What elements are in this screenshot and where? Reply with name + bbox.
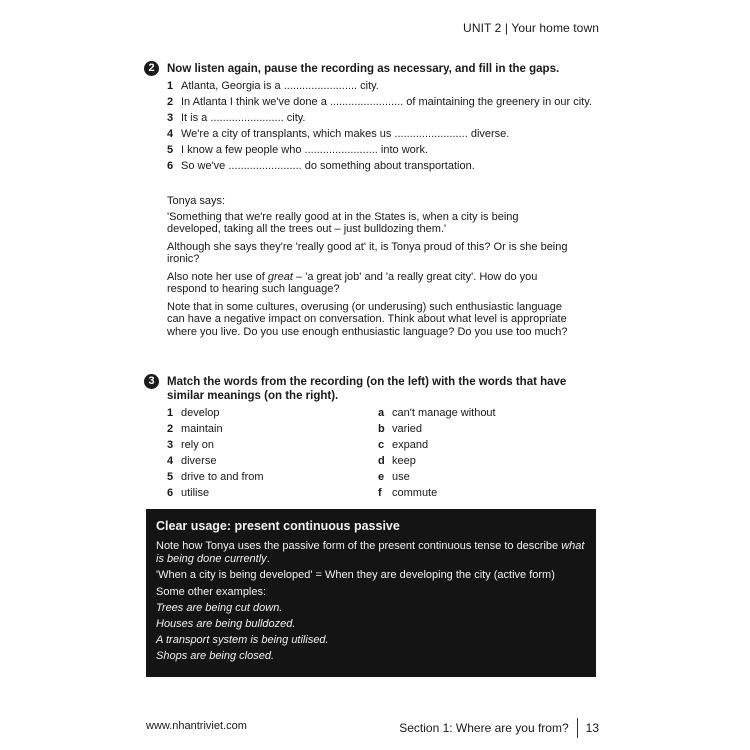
- list-item: [378, 421, 496, 437]
- list-item: [167, 126, 592, 142]
- list-item: [378, 469, 496, 485]
- usage-explanation: Note how Tonya uses the passive form of the present continuous tense to describe what is being done currently.: [156, 540, 585, 565]
- question-number-badge: 3: [144, 374, 159, 389]
- item-text: drive to and from: [181, 471, 264, 483]
- item-text: Atlanta, Georgia is a ........................ city.: [181, 80, 379, 92]
- item-text: So we've ........................ do something about transportation.: [181, 160, 475, 172]
- item-text: diverse: [181, 455, 217, 467]
- unit-title: Your home town: [511, 21, 599, 35]
- list-item: [167, 453, 264, 469]
- item-text: expand: [392, 439, 429, 451]
- item-letter: d: [378, 455, 385, 467]
- item-text: It is a ........................ city.: [181, 112, 306, 124]
- item-number: 2: [167, 96, 174, 108]
- item-number: 2: [167, 423, 174, 435]
- item-letter: a: [378, 407, 385, 419]
- tonya-quote: 'Something that we're really good at in the States is, when a city is being developed, taking all the trees out – just bulldozing them.': [167, 210, 519, 235]
- item-letter: e: [378, 471, 385, 483]
- list-item: [167, 94, 592, 110]
- gap-fill-list: [167, 78, 592, 174]
- list-item: [167, 142, 592, 158]
- item-number: 6: [167, 487, 174, 499]
- item-number: 5: [167, 144, 174, 156]
- list-item: [167, 485, 264, 501]
- item-text: commute: [392, 487, 438, 499]
- usage-example: Shops are being closed.: [156, 650, 275, 662]
- usage-example: A transport system is being utilised.: [156, 634, 329, 646]
- item-number: 3: [167, 439, 174, 451]
- match-left-column: [167, 405, 264, 501]
- footer-section: [399, 718, 599, 738]
- item-number: 1: [167, 80, 174, 92]
- list-item: [167, 110, 592, 126]
- page-number: 13: [585, 721, 599, 735]
- item-text: develop: [181, 407, 220, 419]
- item-text: maintain: [181, 423, 223, 435]
- tonya-intro: Tonya says:: [167, 195, 226, 207]
- unit-label: UNIT 2: [463, 21, 502, 35]
- item-text: rely on: [181, 439, 215, 451]
- usage-example: Trees are being cut down.: [156, 602, 283, 614]
- list-item: [378, 405, 496, 421]
- discussion-question-2: Also note her use of great – 'a great job' and 'a really great city'. How do you respond to hearing such language?: [167, 270, 538, 295]
- item-text: utilise: [181, 487, 210, 499]
- item-text: We're a city of transplants, which makes us ........................ diverse.: [181, 128, 510, 140]
- item-text: can't manage without: [392, 407, 496, 419]
- item-letter: b: [378, 423, 385, 435]
- discussion-question-1: Although she says they're 'really good at' it, is Tonya proud of this? Or is she being ironic?: [167, 240, 568, 265]
- discussion-question-3: Note that in some cultures, overusing (or underusing) such enthusiastic language can have a negative impact on conversation. Think about what level is appropriate where you live. Do you use enough enthusiastic language? Do you use too much?: [167, 300, 568, 338]
- item-number: 3: [167, 112, 174, 124]
- usage-examples-label: Some other examples:: [156, 585, 267, 598]
- item-text: I know a few people who ........................ into work.: [181, 144, 428, 156]
- emphasis-phrase: what is being done currently: [156, 540, 585, 565]
- item-text: In Atlanta I think we've done a ........................ of maintaining the greenery in our city.: [181, 96, 592, 108]
- list-item: [167, 437, 264, 453]
- item-letter: f: [378, 487, 382, 499]
- discussion-text: [167, 195, 575, 343]
- list-item: [378, 437, 496, 453]
- list-item: [167, 405, 264, 421]
- list-item: [167, 469, 264, 485]
- item-letter: c: [378, 439, 385, 451]
- usage-box-title: Clear usage: present continuous passive: [156, 519, 400, 533]
- usage-example-active: 'When a city is being developed' = When they are developing the city (active form): [156, 569, 555, 581]
- question-instruction: Match the words from the recording (on the left) with the words that have similar meanings (on the right).: [167, 376, 567, 402]
- item-number: 6: [167, 160, 174, 172]
- match-right-column: [378, 405, 496, 501]
- item-text: keep: [392, 455, 416, 467]
- list-item: [167, 421, 264, 437]
- footer-divider: [577, 718, 578, 738]
- item-text: varied: [392, 423, 422, 435]
- list-item: [167, 158, 592, 174]
- item-number: 5: [167, 471, 174, 483]
- question-number-badge: 2: [144, 61, 159, 76]
- item-number: 4: [167, 455, 174, 467]
- list-item: [167, 78, 592, 94]
- clear-usage-box: [146, 509, 596, 677]
- item-text: use: [392, 471, 410, 483]
- question-instruction: Now listen again, pause the recording as necessary, and fill in the gaps.: [167, 63, 560, 75]
- item-number: 1: [167, 407, 174, 419]
- footer-url: www.nhantriviet.com: [146, 720, 247, 732]
- usage-box-body: [156, 540, 586, 666]
- header-separator: |: [501, 21, 512, 35]
- item-number: 4: [167, 128, 174, 140]
- usage-example: Houses are being bulldozed.: [156, 618, 296, 630]
- section-title: Section 1: Where are you from?: [399, 721, 569, 735]
- list-item: [378, 453, 496, 469]
- page-header: [463, 21, 599, 35]
- list-item: [378, 485, 496, 501]
- emphasis-word: great: [267, 270, 293, 283]
